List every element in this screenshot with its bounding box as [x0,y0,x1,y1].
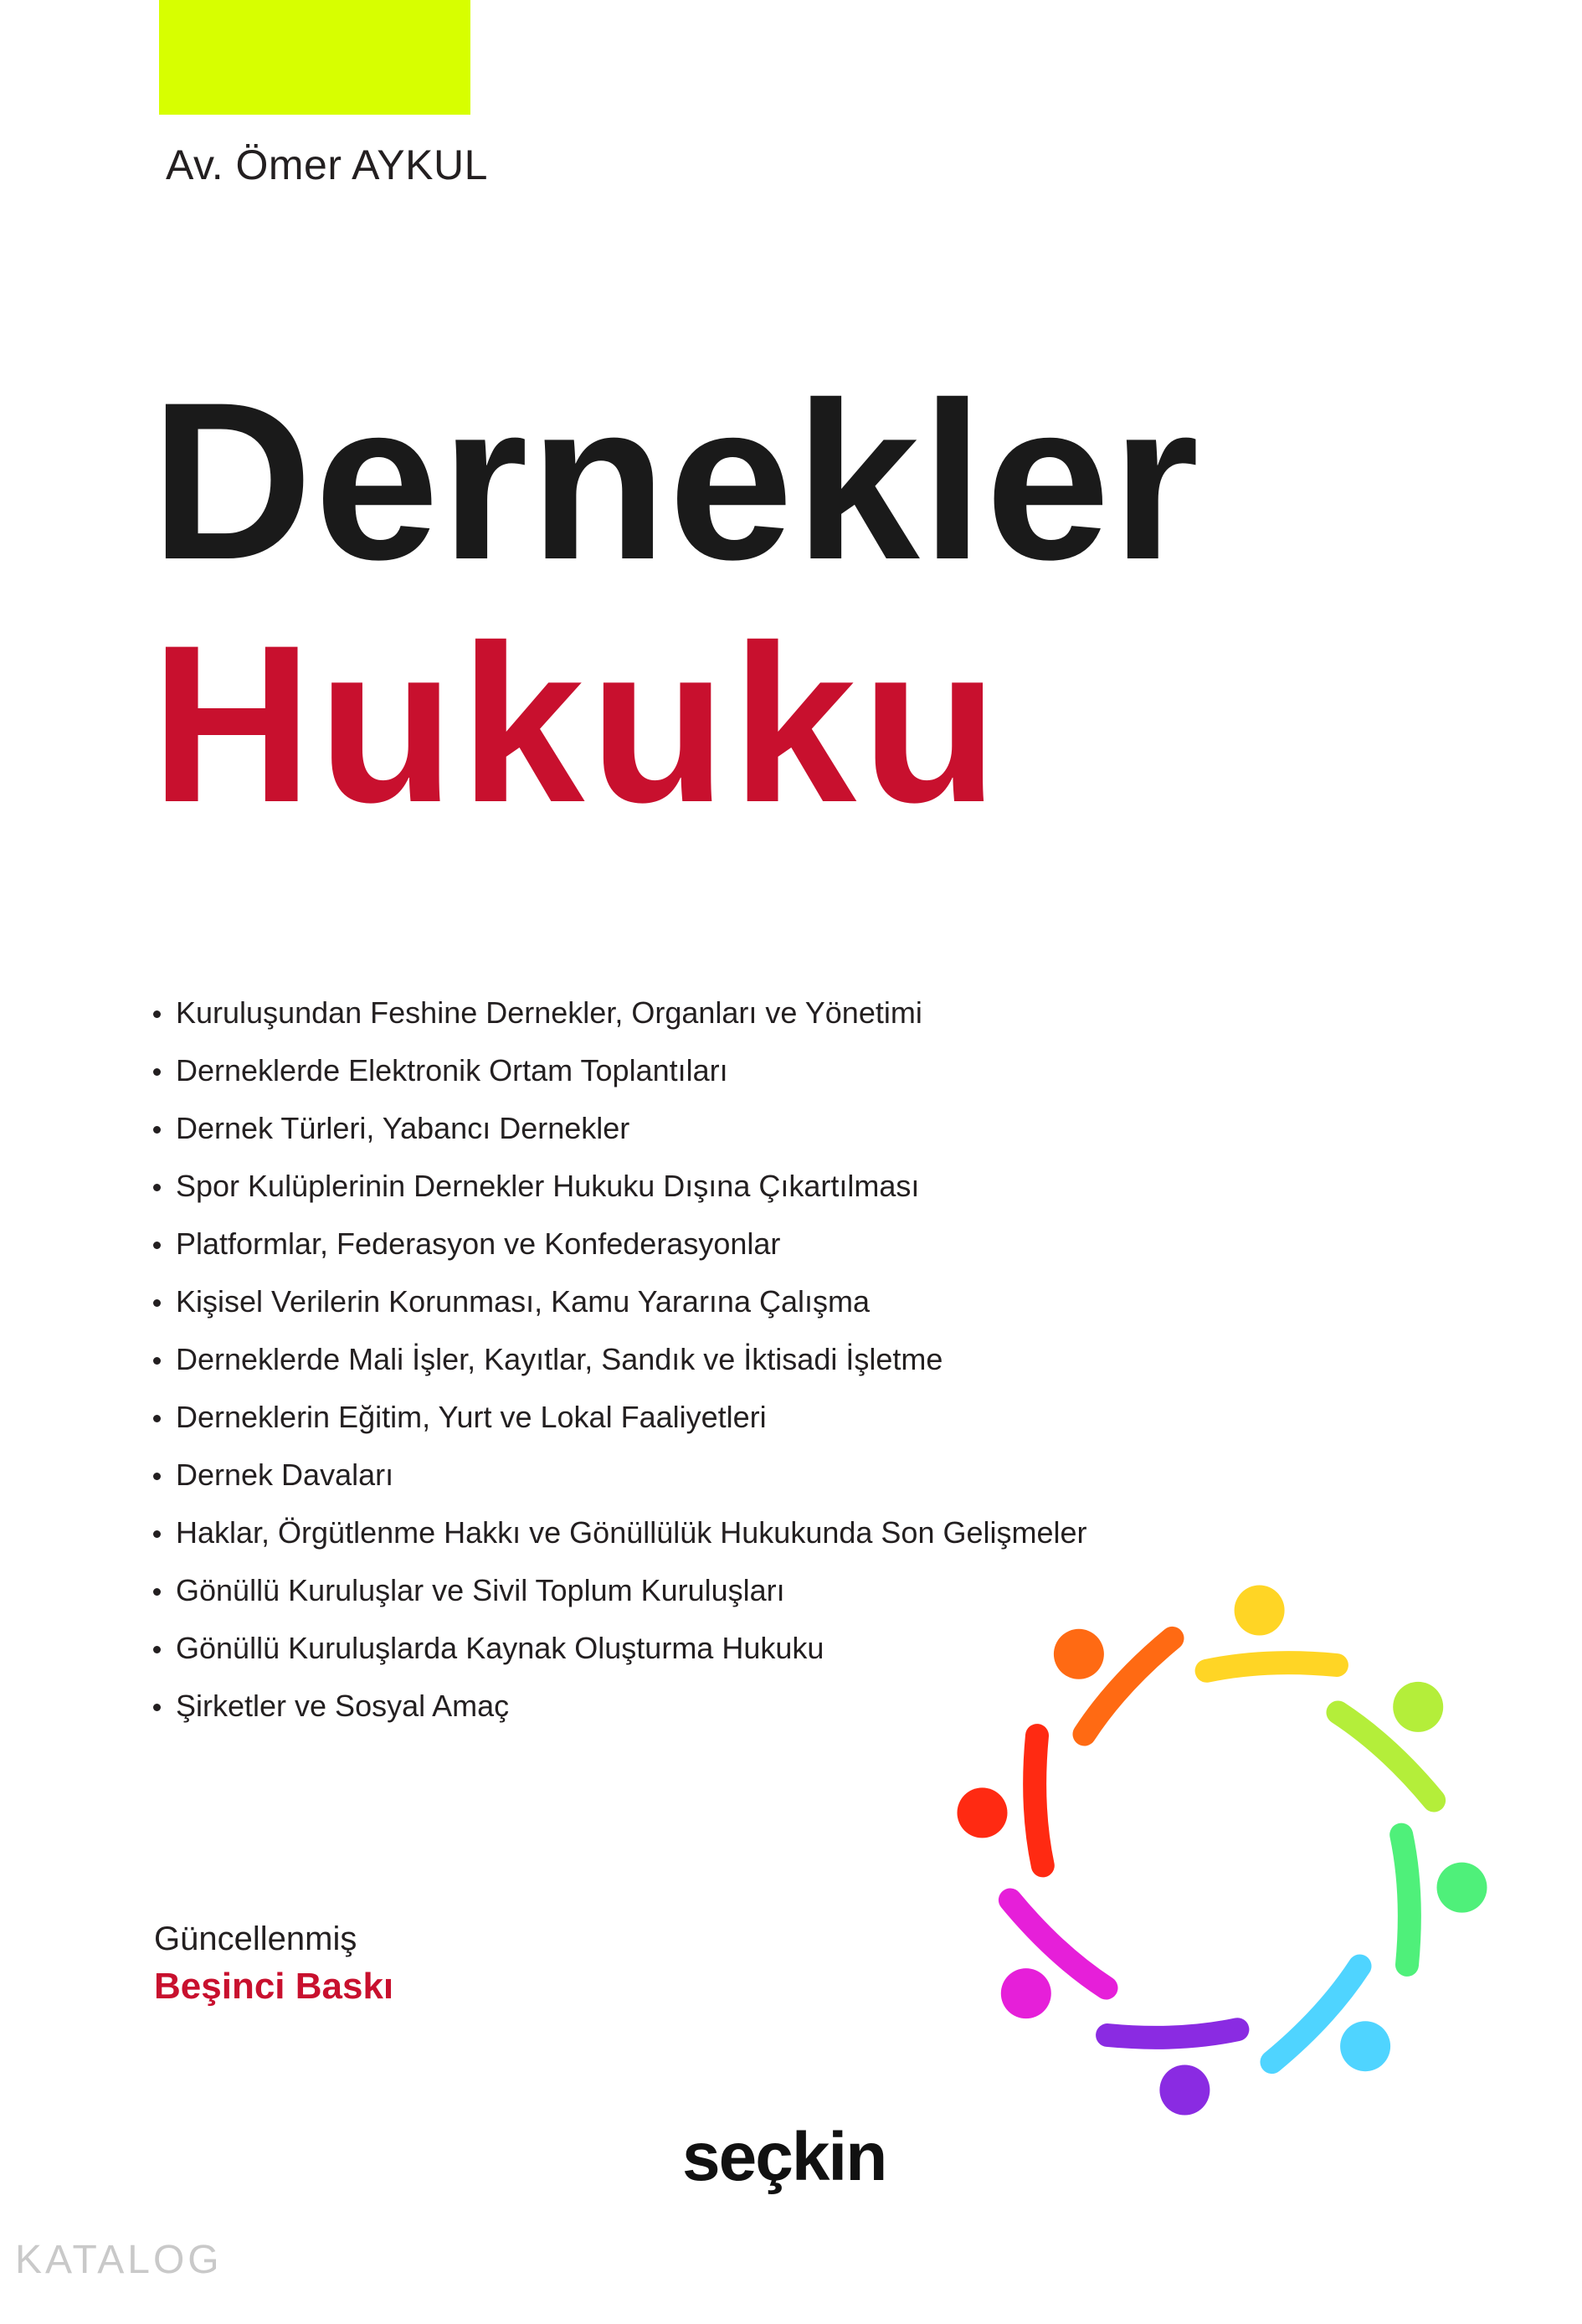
topic-item: Gönüllü Kuruluşlar ve Sivil Toplum Kuruluşları [151,1570,1087,1627]
edition-value: Beşinci Baskı [154,1966,394,2007]
people-circle-icon [954,1582,1490,2118]
figure-limb [1207,1663,1337,1671]
figure-head [1235,1586,1285,1636]
figure-head [1054,1629,1104,1679]
publisher-logo [682,2118,886,2197]
topic-item: Şirketler ve Sosyal Amaç [151,1685,1087,1743]
topic-item: Gönüllü Kuruluşlarda Kaynak Oluşturma Hukuku [151,1627,1087,1685]
topic-item: Spor Kulüplerinin Dernekler Hukuku Dışına Çıkartılması [151,1165,1087,1223]
topic-item: Dernek Türleri, Yabancı Dernekler [151,1108,1087,1165]
figure-head [1393,1682,1443,1732]
figure-head [1001,1968,1051,2018]
title-line-2: Hukuku [151,598,1004,849]
topic-item: Platformlar, Federasyon ve Konfederasyonlar [151,1223,1087,1281]
topic-list [151,992,1087,1743]
title-line-1: Dernekler [151,355,1201,606]
figure-head [958,1787,1008,1838]
figure-limb [1107,2029,1237,2038]
edition-label: Güncellenmiş [154,1920,357,1957]
author-name: Av. Ömer AYKUL [166,141,488,188]
figure-limb [1401,1835,1410,1965]
accent-block [159,0,470,115]
watermark: KATALOG [15,2238,223,2282]
figure-limb [1035,1735,1043,1865]
topic-item: Derneklerde Elektronik Ortam Toplantıları [151,1050,1087,1108]
topic-item: Derneklerin Eğitim, Yurt ve Lokal Faaliyetleri [151,1396,1087,1454]
topic-item: Derneklerde Mali İşler, Kayıtlar, Sandık ve İktisadi İşletme [151,1339,1087,1396]
topic-item: Kuruluşundan Feshine Dernekler, Organları ve Yönetimi [151,992,1087,1050]
topic-item: Kişisel Verilerin Korunması, Kamu Yararına Çalışma [151,1281,1087,1339]
topic-item: Haklar, Örgütlenme Hakkı ve Gönüllülük Hukukunda Son Gelişmeler [151,1512,1087,1570]
topic-item: Dernek Davaları [151,1454,1087,1512]
figure-head [1437,1863,1487,1913]
publisher-name: seçkin [682,2119,886,2195]
figure-head [1340,2021,1390,2071]
figure-head [1159,2065,1210,2116]
